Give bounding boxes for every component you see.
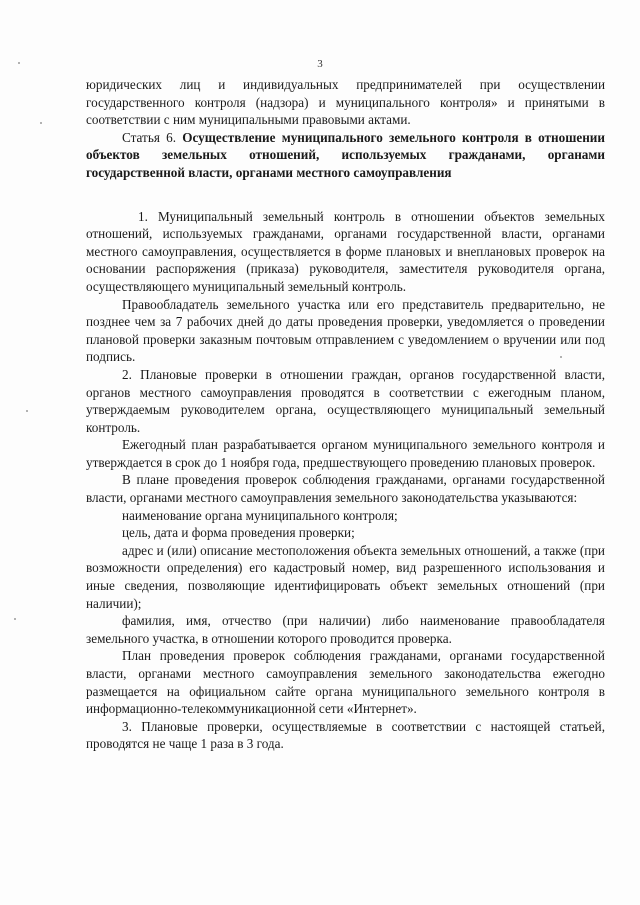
paragraph: Правообладатель земельного участка или его представитель предварительно, не позднее чем за 7 рабочих дней до даты проведения проверки, уведомляется о проведении плановой проверки заказным почтовым отправлением с уведомлением о вручении или под подпись.	[86, 296, 605, 365]
paragraph: План проведения проверок соблюдения гражданами, органами государственной власти, органами местного самоуправления земельного законодательства ежегодно размещается на официальном сайте органа муниципального земельного контроля в информационно-телекоммуникационной сети «Интернет».	[86, 648, 605, 717]
intro-continuation: юридических лиц и индивидуальных предпринимателей при осуществлении государственного контроля (надзора) и муниципального контроля» и принятыми в соответствии с ним муниципальными правовыми актами.	[86, 77, 605, 128]
list-item: адрес и (или) описание местоположения объекта земельных отношений, а также (при возможности определения) его кадастровый номер, вид разрешенного использования и иные сведения, позволяющие идентифицировать объект земельных отношений (при наличии);	[86, 542, 605, 611]
paragraph: 3. Плановые проверки, осуществляемые в соответствии с настоящей статьей, проводятся не чаще 1 раза в 3 года.	[86, 718, 605, 752]
scan-speck	[14, 618, 16, 620]
scan-speck	[26, 410, 28, 412]
article-prefix: Статья 6.	[122, 129, 177, 145]
list-item: наименование органа муниципального контроля;	[122, 507, 398, 523]
scan-speck	[40, 122, 42, 124]
paragraph: 1. Муниципальный земельный контроль в отношении объектов земельных отношений, используемых гражданами, органами государственной власти, органами местного самоуправления, осуществляется в форме плановых и внеплановых проверок на основании распоряжения (приказа) руководителя, заместителя руководителя органа, осуществляющего муниципальный земельный контроль.	[86, 208, 605, 294]
article-title: Осуществление муниципального земельного контроля в отношении объектов земельных отношений, используемых гражданами, органами государственной власти, органами местного самоуправления	[86, 129, 606, 180]
paragraph: В плане проведения проверок соблюдения гражданами, органами государственной власти, органами местного самоуправления земельного законодательства указываются:	[86, 472, 605, 506]
paragraph: Ежегодный план разрабатывается органом муниципального земельного контроля и утверждается в срок до 1 ноября года, предшествующего проведению плановых проверок.	[86, 437, 605, 470]
article-heading	[86, 129, 605, 182]
paragraph: 2. Плановые проверки в отношении граждан, органов государственной власти, органов местного самоуправления проводятся в соответствии с ежегодным планом, утверждаемым руководителем органа, осуществляющего муниципальный земельный контроль.	[86, 366, 605, 435]
list-item: фамилия, имя, отчество (при наличии) либо наименование правообладателя земельного участка, в отношении которого проводится проверка.	[86, 613, 605, 646]
document-body	[86, 76, 605, 753]
list-item: цель, дата и форма проведения проверки;	[122, 525, 355, 541]
page-number: 3	[317, 58, 323, 70]
